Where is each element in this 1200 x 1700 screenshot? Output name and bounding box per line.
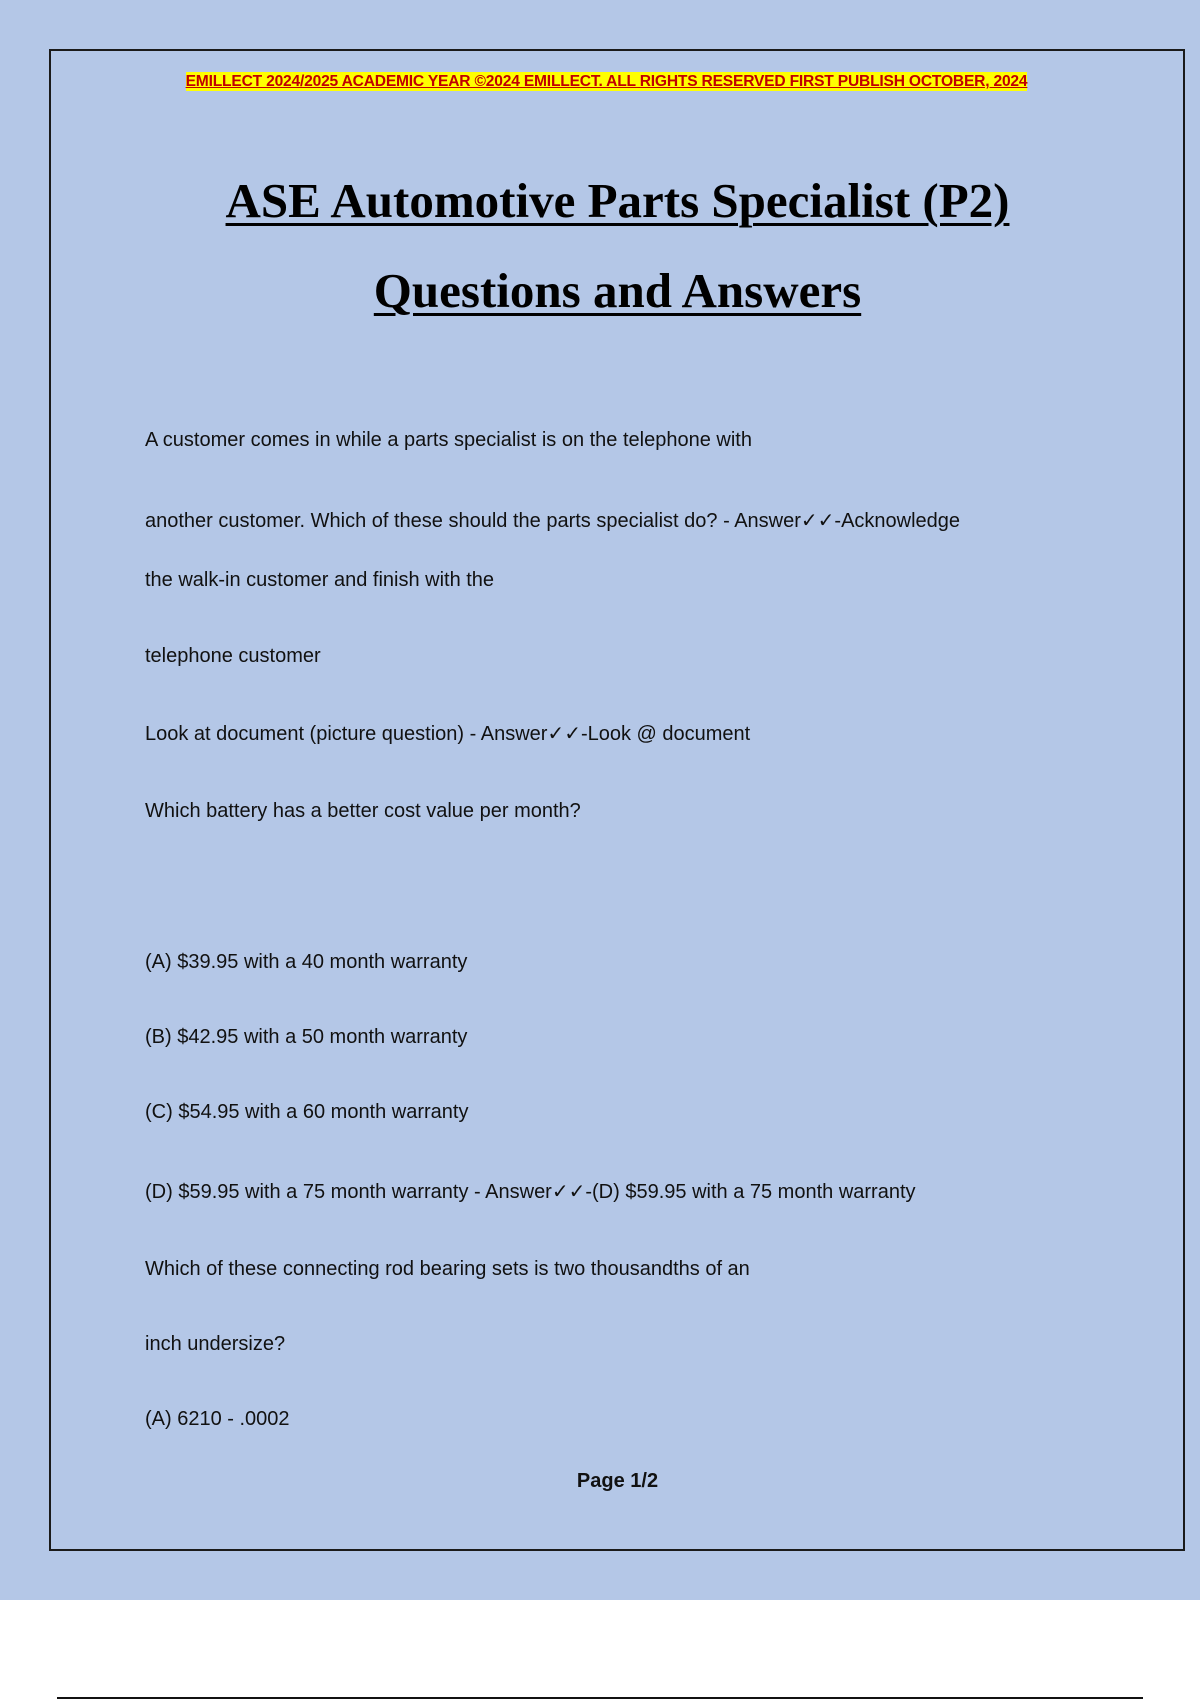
page-number: Page 1/2 — [576, 1470, 659, 1492]
option-d-answer-line: (D) $59.95 with a 75 month warranty - Answer✓✓-(D) $59.95 with a 75 month warranty — [145, 1181, 916, 1203]
option-c-line: (C) $54.95 with a 60 month warranty — [145, 1101, 469, 1123]
question-4-option-a: (A) 6210 - .0002 — [145, 1408, 290, 1430]
copyright-banner — [145, 73, 1068, 91]
copyright-banner-text: EMILLECT 2024/2025 ACADEMIC YEAR ©2024 EMILLECT. ALL RIGHTS RESERVED FIRST PUBLISH OCTOBER, 2024 — [185, 73, 1028, 90]
question-4-line-2: inch undersize? — [145, 1333, 286, 1355]
document-title-line-2: Questions and Answers — [373, 263, 862, 318]
answer-1-line-1: the walk-in customer and finish with the — [145, 569, 495, 591]
option-b-line: (B) $42.95 with a 50 month warranty — [145, 1026, 468, 1048]
question-1-line-2: another customer. Which of these should the parts specialist do? - Answer✓✓-Acknowledge — [145, 510, 961, 532]
question-2-line: Look at document (picture question) - Answer✓✓-Look @ document — [145, 723, 751, 745]
question-1-line-1: A customer comes in while a parts specialist is on the telephone with — [145, 429, 752, 451]
question-3-line: Which battery has a better cost value per month? — [145, 800, 581, 822]
option-a-line: (A) $39.95 with a 40 month warranty — [145, 951, 468, 973]
bottom-divider — [57, 1697, 1143, 1699]
answer-1-line-2: telephone customer — [145, 645, 321, 667]
document-title-line-1: ASE Automotive Parts Specialist (P2) — [225, 173, 1010, 228]
question-4-line-1: Which of these connecting rod bearing sets is two thousandths of an — [145, 1258, 750, 1280]
